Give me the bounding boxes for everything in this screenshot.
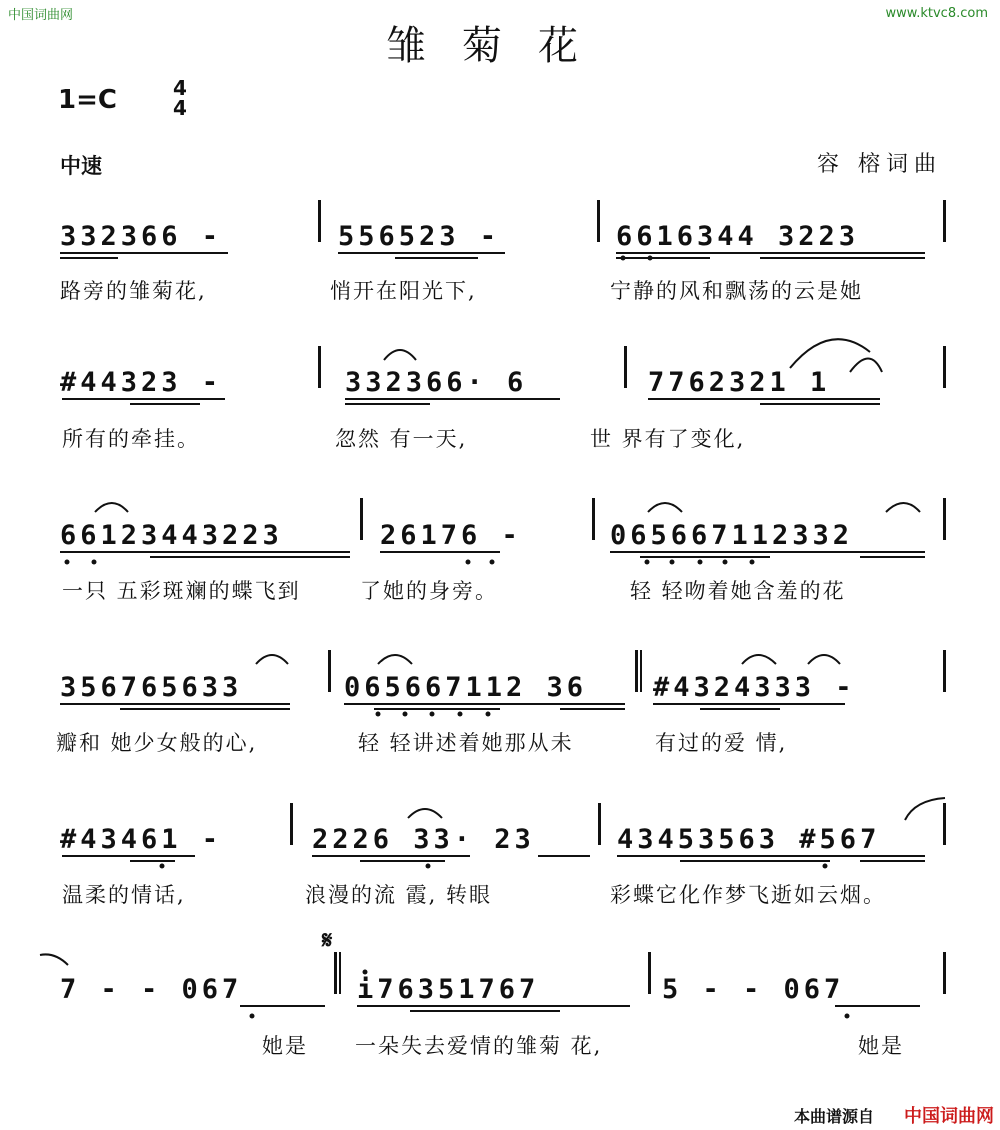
- rhythm-underline: [312, 856, 590, 861]
- tie-arc: [378, 655, 412, 664]
- tie-arc: [95, 503, 128, 512]
- rhythm-underline: [617, 856, 925, 861]
- measure-notes: 356765633: [60, 672, 243, 703]
- octave-dot: [723, 560, 728, 565]
- octave-dot: [845, 1014, 850, 1019]
- segno-sign: 𝄋: [322, 925, 333, 954]
- rhythm-underline: [357, 1006, 630, 1011]
- octave-dot: [65, 560, 70, 565]
- octave-dot: [430, 712, 435, 717]
- octave-dot: [250, 1014, 255, 1019]
- octave-dot: [670, 560, 675, 565]
- lyrics-segment: 世 界有了变化,: [590, 427, 746, 451]
- measure-notes: #4324333 -: [653, 672, 856, 703]
- lyrics-segment: 有过的爱 情,: [655, 731, 788, 755]
- octave-dot: [466, 560, 471, 565]
- tie-arc: [40, 954, 68, 965]
- song-title: 雏菊花: [386, 23, 614, 69]
- lyrics-segment: 轻 轻吻着她含羞的花: [630, 579, 846, 603]
- composer-credit: 容 榕词曲: [817, 152, 942, 177]
- tempo-marking: 中速: [60, 154, 102, 178]
- measure-notes: 332366· 6: [345, 367, 528, 398]
- tie-arc: [850, 359, 882, 373]
- tie-arc: [742, 655, 776, 664]
- tie-arc: [886, 503, 920, 512]
- source-label: 本曲谱源自: [794, 1107, 875, 1126]
- tie-arc: [384, 350, 416, 360]
- rhythm-underline: [62, 399, 225, 404]
- rhythm-underline: [338, 253, 505, 258]
- rhythm-underline: [344, 704, 625, 709]
- measure-notes: 7762321 1: [648, 367, 831, 398]
- octave-dot: [490, 560, 495, 565]
- tie-arc: [905, 798, 945, 820]
- watermark-right: www.ktvc8.com: [885, 6, 988, 21]
- rhythm-underline: [345, 399, 560, 404]
- measure-notes: 556523 -: [338, 221, 501, 252]
- measure-notes: 065667112 36: [344, 672, 588, 703]
- tie-arc: [256, 655, 288, 664]
- rhythm-underline: [648, 399, 880, 404]
- lyrics-segment: 悄开在阳光下,: [330, 279, 477, 303]
- lyrics-segment: 浪漫的流 霞, 转眼: [305, 883, 493, 907]
- rhythm-underline: [62, 856, 195, 861]
- lyrics-segment: 忽然 有一天,: [335, 427, 468, 451]
- tie-arc: [408, 809, 442, 818]
- octave-dot: [160, 864, 165, 869]
- measure-notes: 26176 -: [380, 520, 522, 551]
- octave-dot: [426, 864, 431, 869]
- lyrics-segment: 温柔的情话,: [62, 883, 186, 907]
- rhythm-underline: [610, 552, 925, 557]
- octave-dot: [458, 712, 463, 717]
- rhythm-underline: [60, 552, 350, 557]
- rhythm-underline: [60, 704, 290, 709]
- octave-dot: [823, 864, 828, 869]
- watermark-left: 中国词曲网: [8, 8, 74, 23]
- measure-notes: 5 - - 067: [662, 974, 845, 1005]
- lyrics-segment: 彩蝶它化作梦飞逝如云烟。: [610, 883, 886, 907]
- lyrics-segment: 一朵失去爱情的雏菊 花,: [355, 1034, 603, 1058]
- rhythm-underline: [60, 253, 228, 258]
- measure-notes: 332366 -: [60, 221, 223, 252]
- octave-dot: [92, 560, 97, 565]
- meter-top: 4: [173, 76, 187, 100]
- tie-arc: [808, 655, 840, 664]
- lyrics-segment: 了她的身旁。: [360, 579, 498, 603]
- key-signature: 1=C: [58, 85, 117, 115]
- measure-notes: 2226 33· 23: [312, 824, 535, 855]
- lyrics-segment: 她是: [858, 1034, 904, 1058]
- octave-dot: [698, 560, 703, 565]
- measure-notes: 66123443223: [60, 520, 283, 551]
- octave-dot: [750, 560, 755, 565]
- lyrics-segment: 路旁的雏菊花,: [60, 279, 207, 303]
- lyrics-segment: 瓣和 她少女般的心,: [56, 731, 258, 755]
- octave-dot: [376, 712, 381, 717]
- measure-notes: i76351767: [357, 974, 540, 1005]
- source-site-link[interactable]: 中国词曲网: [904, 1106, 994, 1127]
- lyrics-segment: 轻 轻讲述着她那从未: [358, 731, 574, 755]
- measure-notes: 065667112332: [610, 520, 854, 551]
- meter-bottom: 4: [173, 96, 187, 120]
- rhythm-underline: [653, 704, 845, 709]
- octave-dot: [645, 560, 650, 565]
- octave-dot: [486, 712, 491, 717]
- lyrics-segment: 所有的牵挂。: [62, 427, 200, 451]
- tie-arc: [648, 503, 682, 512]
- measure-notes: 43453563 #567: [617, 824, 881, 855]
- rhythm-underline: [616, 253, 925, 258]
- octave-dot: [621, 256, 626, 261]
- octave-dot: [363, 970, 368, 975]
- lyrics-segment: 宁静的风和飘荡的云是她: [610, 279, 863, 303]
- octave-dot: [403, 712, 408, 717]
- measure-notes: 7 - - 067: [60, 974, 243, 1005]
- measure-notes: #43461 -: [60, 824, 223, 855]
- lyrics-segment: 一只 五彩斑斓的蝶飞到: [62, 579, 301, 603]
- octave-dot: [648, 256, 653, 261]
- measure-notes: #44323 -: [60, 367, 223, 398]
- measure-notes: 6616344 3223: [616, 221, 860, 252]
- lyrics-segment: 她是: [262, 1034, 308, 1058]
